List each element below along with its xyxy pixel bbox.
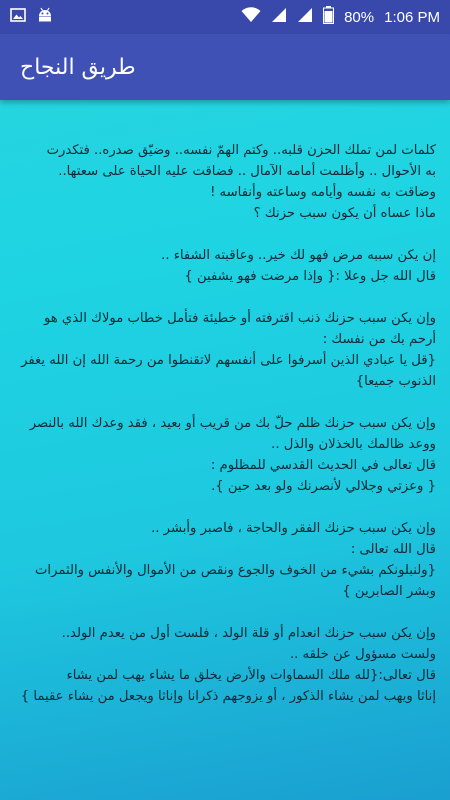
app-title: طريق النجاح: [20, 54, 136, 80]
article-paragraph: [16, 308, 436, 392]
signal-icon: [297, 7, 313, 27]
article-paragraph: [16, 140, 436, 224]
article-paragraph: [16, 413, 436, 497]
article-line: قال الله جل وعلا :{ وإذا مرضت فهو يشفين }: [184, 269, 436, 284]
article-paragraph: [16, 518, 436, 602]
article-line: ماذا عساه أن يكون سبب حزنك ؟: [253, 206, 436, 221]
article-line: به الأحوال .. وأظلمت أمامه الآمال .. فضاقت عليه الحياة على سعتها..: [58, 164, 436, 179]
article-line: وإن يكن سبب حزنك ظلم حلّ بك من قريب أو بعيد ، فقد وعدك الله بالنصر ووعد ظالمك بالخذلان والذل ..: [25, 416, 436, 452]
clock: 1:06 PM: [384, 8, 440, 26]
battery-percent: 80%: [344, 8, 375, 26]
article-line: إناثا ويهب لمن يشاء الذكور ، أو يزوجهم ذكرانا وإناثا ويجعل من يشاء عقيما }: [20, 689, 436, 704]
status-right: [241, 6, 440, 28]
wifi-icon: [241, 7, 261, 27]
article-line: وضاقت به نفسه وأيامه وساعته وأنفاسه !: [210, 185, 436, 200]
article-line: { وعزتي وجلالي لأنصرنك ولو بعد حين }.: [211, 479, 436, 494]
article-line: قال تعالى:{لله ملك السماوات والأرض يخلق ما يشاء يهب لمن يشاء: [66, 668, 436, 683]
article-line: وإن يكن سبب حزنك انعدام أو قلة الولد ، فلست أول من يعدم الولد..: [61, 626, 436, 641]
status-bar: [0, 0, 450, 34]
article-line: وإن يكن سبب حزنك ذنب اقترفته أو خطيئة فتأمل خطاب مولاك الذي هو أرحم بك من نفسك :: [39, 311, 436, 347]
status-left: [10, 7, 54, 27]
android-icon: [36, 7, 54, 27]
article-line: قال تعالى في الحديث القدسي للمظلوم :: [210, 458, 436, 473]
app-bar: [0, 34, 450, 100]
article-line: كلمات لمن تملك الحزن قلبه.. وكتم الهمّ نفسه.. وضيّق صدره.. فتكدرت: [46, 143, 436, 158]
article-line: قال الله تعالى :: [350, 542, 436, 557]
article-line: ولست مسؤول عن خلقه ..: [289, 647, 436, 662]
article-line: إن يكن سببه مرض فهو لك خير.. وعاقبته الشفاء ..: [161, 248, 436, 263]
article-line: {ولنبلونكم بشيء من الخوف والجوع ونقص من الأموال والأنفس والثمرات وبشر الصابرين }: [30, 563, 436, 599]
article-line: {قل يا عبادي الذين أسرفوا على أنفسهم لاتقنطوا من رحمة الله إن الله يغفر الذنوب جميعا}: [16, 353, 436, 389]
article-paragraph: [16, 245, 436, 287]
article-line: وإن يكن سبب حزنك الفقر والحاجة ، فاصبر وأبشر ..: [151, 521, 436, 536]
article-paragraph: [16, 623, 436, 707]
article-text: [16, 140, 436, 707]
battery-icon: [323, 6, 334, 28]
signal-icon: [271, 7, 287, 27]
article-scroll-view[interactable]: [0, 100, 450, 800]
gallery-icon: [10, 7, 26, 27]
